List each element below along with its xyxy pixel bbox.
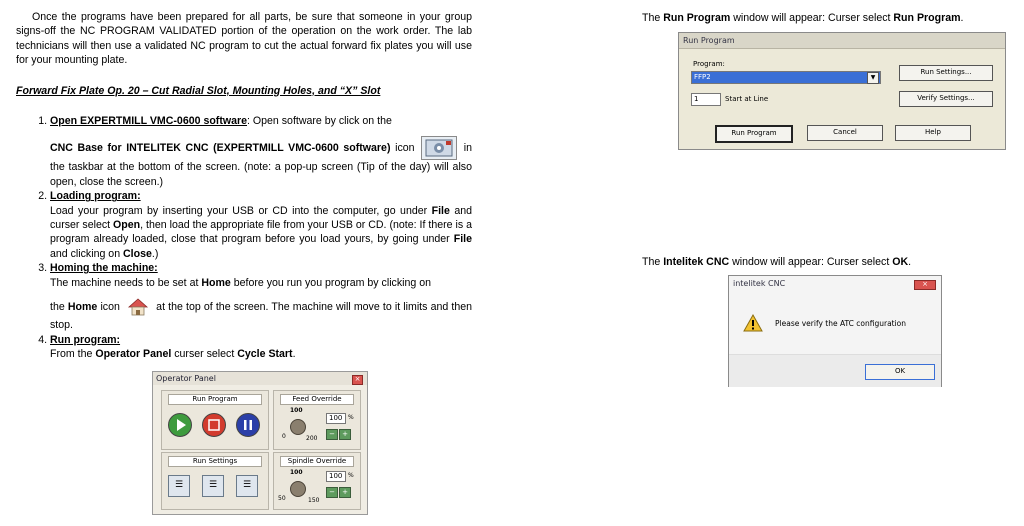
stop-button[interactable]	[202, 413, 226, 437]
cnc-base-icon[interactable]	[421, 136, 457, 160]
warning-message: Please verify the ATC configuration	[775, 319, 907, 328]
run-program-label: Run Program	[168, 394, 262, 405]
spindle-override-group: Spindle Override 100 50 150 100 % − +	[273, 452, 361, 510]
help-button[interactable]: Help	[895, 125, 971, 141]
verify-settings-button[interactable]: Verify Settings...	[899, 91, 993, 107]
single-block-icon[interactable]: ☰	[168, 475, 190, 497]
close-icon[interactable]: ×	[352, 375, 363, 385]
intelitek-dialog-title: intelitek CNC	[729, 276, 941, 291]
cycle-start-button[interactable]	[168, 413, 192, 437]
step-loading-program: 2. Loading program: Load your program by inserting your USB or CD into the computer, go under File and curser select Open, then load the appropriate file from your USB or CD. (note: If there is a program already loaded, close that program before you load yours, by going under File and clicking on Close.)	[50, 189, 472, 261]
section-title: Forward Fix Plate Op. 20 – Cut Radial Slot, Mounting Holes, and “X” Slot	[16, 84, 381, 97]
intro-paragraph: Once the programs have been prepared for all parts, be sure that someone in your group signs-off the NC PROGRAM VALIDATED portion of the operation on the work order. The lab technicians will then use a validated NC program to cut the actual forward fix plates you will use for your mounting plate.	[16, 11, 472, 67]
operator-panel-window	[152, 371, 368, 515]
feed-override-value[interactable]: 100	[326, 413, 346, 424]
caption-intelitek: The Intelitek CNC window will appear: Curser select OK.	[642, 256, 912, 268]
spindle-override-value[interactable]: 100	[326, 471, 346, 482]
feed-increase-button[interactable]: +	[339, 429, 351, 440]
warning-icon	[743, 314, 763, 336]
run-program-group	[161, 390, 269, 450]
step-title: Loading program:	[50, 190, 141, 203]
steps-list	[16, 114, 472, 361]
operator-panel-title: Operator Panel	[153, 372, 367, 385]
block-skip-icon[interactable]: ☰	[202, 475, 224, 497]
optional-stop-icon[interactable]: ☰	[236, 475, 258, 497]
spindle-increase-button[interactable]: +	[339, 487, 351, 498]
step-title: Open EXPERTMILL VMC-0600 software	[50, 115, 248, 128]
run-settings-group	[161, 452, 269, 510]
home-icon[interactable]	[125, 296, 151, 318]
left-column	[16, 10, 472, 361]
run-program-button[interactable]: Run Program	[715, 125, 793, 143]
program-label: Program:	[693, 60, 725, 68]
feed-override-group: Feed Override 100 0 200 100 % − +	[273, 390, 361, 450]
feed-override-label: Feed Override	[280, 394, 354, 405]
step-title: Run program:	[50, 333, 121, 346]
intelitek-dialog	[728, 275, 942, 387]
run-program-dialog	[678, 32, 1006, 150]
feed-decrease-button[interactable]: −	[326, 429, 338, 440]
run-settings-label: Run Settings	[168, 456, 262, 467]
program-select[interactable]: FFP2	[691, 71, 881, 84]
close-icon[interactable]: ×	[914, 280, 936, 290]
spindle-override-label: Spindle Override	[280, 456, 354, 467]
start-line-input[interactable]: 1	[691, 93, 721, 106]
start-line-label: Start at Line	[725, 95, 769, 103]
step-homing: 3. Homing the machine: The machine needs to be set at Home before you run you program by clicking on the Home icon at the top of the screen. The machine will move to it limits and then stop.	[50, 261, 472, 332]
cancel-button[interactable]: Cancel	[807, 125, 883, 141]
run-settings-button[interactable]: Run Settings...	[899, 65, 993, 81]
run-program-dialog-title: Run Program	[679, 33, 1005, 49]
program-dropdown-arrow[interactable]: ▼	[867, 72, 879, 84]
step-title: Homing the machine:	[50, 262, 158, 275]
ok-button[interactable]: OK	[865, 364, 935, 380]
step-open-software: 1. Open EXPERTMILL VMC-0600 software: Open software by click on the CNC Base for INTELITEK CNC (EXPERTMILL VMC-0600 software) icon in the taskbar at the bottom of the screen. (note: a pop-up screen (Tip of the day) will also open, close the screen.)	[50, 114, 472, 189]
spindle-decrease-button[interactable]: −	[326, 487, 338, 498]
caption-run-program: The Run Program window will appear: Curser select Run Program.	[642, 12, 964, 24]
spindle-override-knob[interactable]	[290, 481, 306, 497]
pause-button[interactable]	[236, 413, 260, 437]
step-run-program: 4. Run program: From the Operator Panel curser select Cycle Start.	[50, 333, 472, 362]
feed-override-knob[interactable]	[290, 419, 306, 435]
